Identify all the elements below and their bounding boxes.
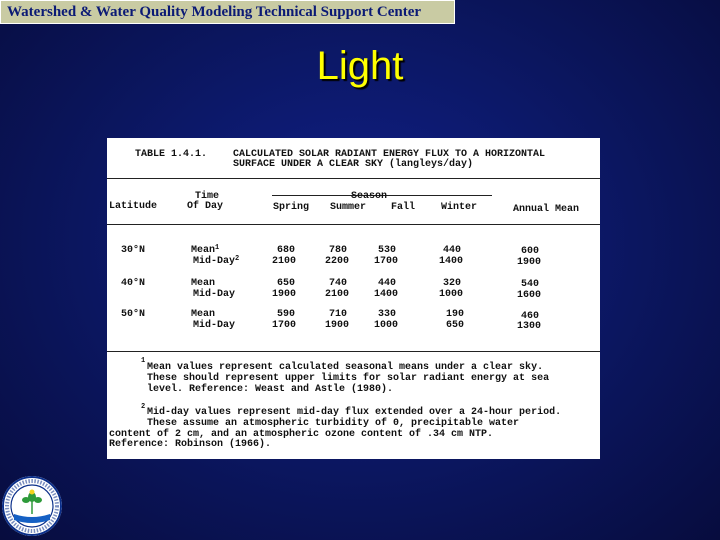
row-midday-label: Mid-Day <box>193 320 236 331</box>
cell-summer-mean: 780 <box>329 245 348 256</box>
row-mean-label: Mean <box>191 278 216 289</box>
footnote-2-mark: 2 <box>141 403 146 411</box>
cell-winter-mean: 190 <box>446 309 465 320</box>
table-title-line2: SURFACE UNDER A CLEAR SKY (langleys/day) <box>233 159 474 170</box>
rule-mid <box>107 224 600 225</box>
cell-annual-mean: 600 <box>521 246 540 257</box>
header-spring: Spring <box>273 202 310 213</box>
cell-winter-midday: 650 <box>446 320 465 331</box>
row-latitude: 30°N <box>121 245 146 256</box>
cell-winter-midday: 1000 <box>439 289 464 300</box>
cell-summer-midday: 2100 <box>325 289 350 300</box>
cell-fall-mean: 530 <box>378 245 397 256</box>
header-time-line1: Time <box>195 191 220 202</box>
footnote-2-line: These assume an atmospheric turbidity of 0, precipitable water <box>147 418 520 429</box>
row-midday-label: Mid-Day$^2$ <box>193 255 240 267</box>
row-latitude: 40°N <box>121 278 146 289</box>
header-winter: Winter <box>441 202 478 213</box>
row-midday-label: Mid-Day <box>193 289 236 300</box>
footnote-1-line: These should represent upper limits for solar radiant energy at sea <box>147 373 550 384</box>
footnote-2-line: content of 2 cm, and an atmospheric ozone content of .34 cm NTP. <box>109 429 494 440</box>
cell-fall-midday: 1700 <box>374 256 399 267</box>
cell-fall-mean: 330 <box>378 309 397 320</box>
cell-annual-midday: 1900 <box>517 257 542 268</box>
cell-spring-midday: 2100 <box>272 256 297 267</box>
rule-bottom <box>107 351 600 352</box>
header-time-line2: Of Day <box>187 201 224 212</box>
header-bar <box>0 0 455 24</box>
header-annual-mean: Annual Mean <box>513 204 580 215</box>
cell-summer-mean: 740 <box>329 278 348 289</box>
footnote-1-mark: 1 <box>141 357 146 365</box>
cell-spring-mean: 590 <box>277 309 296 320</box>
footnote-2-line: Reference: Robinson (1966). <box>109 439 272 450</box>
slide-title: Light <box>316 44 404 88</box>
header-fall: Fall <box>391 202 416 213</box>
cell-winter-midday: 1400 <box>439 256 464 267</box>
table-image <box>107 138 600 459</box>
cell-winter-mean: 440 <box>443 245 462 256</box>
cell-fall-mean: 440 <box>378 278 397 289</box>
footnote-1-line: Mean values represent calculated seasonal means under a clear sky. <box>147 362 544 373</box>
cell-spring-mean: 680 <box>277 245 296 256</box>
header-latitude: Latitude <box>109 201 158 212</box>
cell-annual-midday: 1600 <box>517 290 542 301</box>
footnote-2-line: Mid-day values represent mid-day flux extended over a 24-hour period. <box>147 407 562 418</box>
table-label: TABLE 1.4.1. <box>135 149 208 160</box>
epa-seal-icon <box>2 476 62 536</box>
cell-summer-midday: 2200 <box>325 256 350 267</box>
cell-summer-mean: 710 <box>329 309 348 320</box>
cell-spring-midday: 1900 <box>272 289 297 300</box>
cell-fall-midday: 1400 <box>374 289 399 300</box>
rule-top <box>107 178 600 179</box>
row-latitude: 50°N <box>121 309 146 320</box>
header-summer: Summer <box>330 202 367 213</box>
cell-summer-midday: 1900 <box>325 320 350 331</box>
epa-seal-graphic <box>2 476 62 536</box>
footnote-1-line: level. Reference: Weast and Astle (1980). <box>147 384 394 395</box>
cell-annual-midday: 1300 <box>517 321 542 332</box>
cell-spring-midday: 1700 <box>272 320 297 331</box>
header-title: Watershed & Water Quality Modeling Technical Support Center <box>7 4 422 20</box>
row-mean-label: Mean$^1$ <box>191 244 220 256</box>
cell-fall-midday: 1000 <box>374 320 399 331</box>
row-mean-label: Mean <box>191 309 216 320</box>
header-season: Season <box>351 191 388 202</box>
table-title-line1: CALCULATED SOLAR RADIANT ENERGY FLUX TO A HORIZONTAL <box>233 149 546 160</box>
cell-annual-mean: 460 <box>521 311 540 322</box>
cell-spring-mean: 650 <box>277 278 296 289</box>
cell-annual-mean: 540 <box>521 279 540 290</box>
cell-winter-mean: 320 <box>443 278 462 289</box>
